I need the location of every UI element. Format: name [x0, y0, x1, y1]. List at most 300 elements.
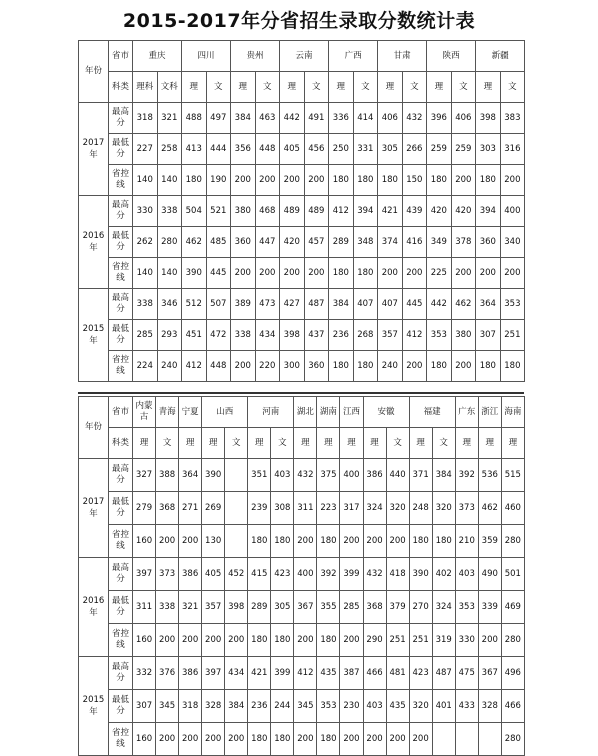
page-title: 2015-2017年分省招生录取分数统计表	[122, 10, 476, 32]
score-cell: 251	[409, 624, 432, 657]
score-cell: 180	[378, 165, 403, 196]
table-row	[79, 657, 525, 690]
table-row	[79, 492, 525, 525]
score-cell: 340	[500, 227, 525, 258]
score-cell: 420	[451, 196, 476, 227]
score-cell: 130	[202, 525, 225, 558]
score-cell: 305	[271, 591, 294, 624]
province-header: 省市	[109, 397, 133, 428]
row-label: 最低分	[109, 320, 133, 351]
type-label: 理	[340, 428, 363, 459]
type-label: 文	[271, 428, 294, 459]
row-label: 最低分	[109, 690, 133, 723]
score-cell: 353	[500, 289, 525, 320]
score-cell: 414	[353, 103, 378, 134]
score-cell: 262	[133, 227, 158, 258]
type-label: 理	[317, 428, 340, 459]
score-cell: 473	[255, 289, 280, 320]
table-row	[79, 134, 525, 165]
type-label: 理	[427, 72, 452, 103]
score-cell: 415	[248, 558, 271, 591]
province-name: 浙江	[478, 397, 501, 428]
score-cell: 434	[225, 657, 248, 690]
score-table-2	[78, 396, 525, 756]
score-cell: 466	[363, 657, 386, 690]
score-cell	[225, 525, 248, 558]
type-label: 文	[353, 72, 378, 103]
score-cell: 290	[363, 624, 386, 657]
score-cell: 240	[378, 351, 403, 382]
row-label: 省控线	[109, 723, 133, 756]
score-cell: 345	[294, 690, 317, 723]
score-cell: 489	[304, 196, 329, 227]
score-cell: 457	[304, 227, 329, 258]
table-row	[79, 351, 525, 382]
score-cell: 373	[156, 558, 179, 591]
score-cell: 200	[402, 258, 427, 289]
type-label: 理	[478, 428, 501, 459]
score-cell: 321	[157, 103, 182, 134]
score-cell	[432, 723, 455, 756]
score-cell: 380	[231, 196, 256, 227]
score-cell: 406	[378, 103, 403, 134]
score-cell: 442	[427, 289, 452, 320]
province-name: 陕西	[427, 41, 476, 72]
table-row	[79, 525, 525, 558]
score-cell: 384	[432, 459, 455, 492]
score-cell: 456	[304, 134, 329, 165]
type-label: 理	[378, 72, 403, 103]
score-cell: 399	[340, 558, 363, 591]
score-cell: 487	[432, 657, 455, 690]
table-row	[79, 723, 525, 756]
type-label: 文	[432, 428, 455, 459]
score-cell: 364	[476, 289, 501, 320]
score-cell: 469	[501, 591, 524, 624]
row-label: 省控线	[109, 165, 133, 196]
score-cell: 200	[386, 723, 409, 756]
score-cell: 399	[271, 657, 294, 690]
score-cell: 328	[478, 690, 501, 723]
score-cell: 180	[317, 624, 340, 657]
score-cell: 200	[409, 723, 432, 756]
score-cell: 180	[329, 351, 354, 382]
row-label: 最低分	[109, 134, 133, 165]
score-cell: 200	[280, 165, 305, 196]
score-cell: 512	[182, 289, 207, 320]
score-cell: 320	[432, 492, 455, 525]
score-cell: 394	[353, 196, 378, 227]
score-cell: 384	[329, 289, 354, 320]
score-cell: 210	[455, 525, 478, 558]
score-cell: 328	[202, 690, 225, 723]
score-cell: 339	[478, 591, 501, 624]
score-cell: 442	[280, 103, 305, 134]
score-cell: 180	[427, 165, 452, 196]
score-cell: 440	[386, 459, 409, 492]
row-label: 最低分	[109, 492, 133, 525]
row-label: 省控线	[109, 525, 133, 558]
year-label: 2016年	[79, 196, 109, 289]
score-cell: 397	[202, 657, 225, 690]
row-label: 最低分	[109, 227, 133, 258]
score-cell: 402	[432, 558, 455, 591]
score-cell: 412	[402, 320, 427, 351]
score-cell: 180	[271, 624, 294, 657]
score-cell: 367	[478, 657, 501, 690]
score-cell: 434	[255, 320, 280, 351]
type-label: 理	[363, 428, 386, 459]
score-cell: 390	[202, 459, 225, 492]
score-cell: 311	[294, 492, 317, 525]
score-cell: 251	[500, 320, 525, 351]
score-cell: 432	[294, 459, 317, 492]
province-header: 省市	[109, 41, 133, 72]
score-cell: 180	[353, 351, 378, 382]
score-cell: 200	[340, 624, 363, 657]
year-label: 2017年	[79, 459, 109, 558]
year-header: 年份	[79, 41, 109, 103]
score-cell: 200	[304, 165, 329, 196]
score-cell: 324	[363, 492, 386, 525]
score-cell: 200	[363, 525, 386, 558]
score-cell: 319	[432, 624, 455, 657]
score-cell: 346	[157, 289, 182, 320]
province-name: 宁夏	[179, 397, 202, 428]
score-cell: 200	[386, 525, 409, 558]
type-label: 理	[476, 72, 501, 103]
province-name: 安徽	[363, 397, 409, 428]
score-cell: 421	[248, 657, 271, 690]
province-name: 广西	[329, 41, 378, 72]
score-cell: 423	[271, 558, 294, 591]
score-cell: 236	[329, 320, 354, 351]
score-cell: 475	[455, 657, 478, 690]
score-cell: 180	[353, 258, 378, 289]
score-cell: 353	[427, 320, 452, 351]
type-label: 文	[206, 72, 231, 103]
score-cell: 423	[409, 657, 432, 690]
score-cell: 180	[353, 165, 378, 196]
score-cell: 390	[409, 558, 432, 591]
score-cell: 345	[156, 690, 179, 723]
type-label: 文	[386, 428, 409, 459]
province-name: 内蒙古	[133, 397, 156, 428]
score-cell: 200	[179, 624, 202, 657]
score-cell: 418	[386, 558, 409, 591]
score-cell: 405	[202, 558, 225, 591]
score-cell: 200	[500, 258, 525, 289]
score-cell: 320	[409, 690, 432, 723]
score-cell: 289	[329, 227, 354, 258]
score-cell: 230	[340, 690, 363, 723]
type-label: 文	[255, 72, 280, 103]
score-cell: 140	[133, 258, 158, 289]
province-name: 四川	[182, 41, 231, 72]
score-cell: 432	[363, 558, 386, 591]
score-cell: 293	[157, 320, 182, 351]
table-row	[79, 591, 525, 624]
score-cell: 200	[179, 723, 202, 756]
score-cell: 259	[451, 134, 476, 165]
type-label: 文	[156, 428, 179, 459]
score-cell: 504	[182, 196, 207, 227]
table-row	[79, 103, 525, 134]
province-name: 甘肃	[378, 41, 427, 72]
province-name: 贵州	[231, 41, 280, 72]
score-cell: 515	[501, 459, 524, 492]
score-cell: 413	[182, 134, 207, 165]
score-cell: 330	[133, 196, 158, 227]
score-cell: 200	[280, 258, 305, 289]
score-cell: 338	[156, 591, 179, 624]
score-cell: 472	[206, 320, 231, 351]
type-header: 科类	[109, 428, 133, 459]
score-cell: 307	[133, 690, 156, 723]
score-cell: 311	[133, 591, 156, 624]
score-cell: 180	[271, 525, 294, 558]
score-cell: 452	[225, 558, 248, 591]
score-cell: 324	[432, 591, 455, 624]
score-cell: 412	[294, 657, 317, 690]
score-cell: 388	[156, 459, 179, 492]
score-cell: 387	[340, 657, 363, 690]
score-cell: 244	[271, 690, 294, 723]
score-cell: 460	[501, 492, 524, 525]
score-cell: 251	[386, 624, 409, 657]
score-cell: 356	[231, 134, 256, 165]
score-cell: 250	[329, 134, 354, 165]
score-cell: 390	[182, 258, 207, 289]
score-cell: 468	[255, 196, 280, 227]
score-cell: 308	[271, 492, 294, 525]
type-label: 理科	[133, 72, 158, 103]
type-label: 理	[182, 72, 207, 103]
type-label: 文	[500, 72, 525, 103]
score-cell: 353	[455, 591, 478, 624]
score-cell	[225, 492, 248, 525]
province-name: 山西	[202, 397, 248, 428]
score-cell: 462	[182, 227, 207, 258]
score-cell: 279	[133, 492, 156, 525]
score-cell: 384	[225, 690, 248, 723]
score-cell: 200	[340, 525, 363, 558]
type-label: 理	[329, 72, 354, 103]
score-cell: 180	[500, 351, 525, 382]
score-cell: 200	[402, 351, 427, 382]
score-cell: 180	[271, 723, 294, 756]
type-header: 科类	[109, 72, 133, 103]
row-label: 最低分	[109, 591, 133, 624]
type-label: 理	[294, 428, 317, 459]
score-cell: 160	[133, 723, 156, 756]
score-cell: 327	[133, 459, 156, 492]
score-cell: 336	[329, 103, 354, 134]
score-cell: 378	[451, 227, 476, 258]
score-cell: 445	[402, 289, 427, 320]
score-cell: 200	[478, 624, 501, 657]
type-label: 理	[202, 428, 225, 459]
score-cell: 318	[133, 103, 158, 134]
score-cell: 200	[231, 258, 256, 289]
score-cell: 180	[248, 525, 271, 558]
score-cell: 496	[501, 657, 524, 690]
score-cell: 180	[476, 351, 501, 382]
score-cell: 160	[133, 525, 156, 558]
table-divider	[78, 392, 524, 394]
score-cell: 501	[501, 558, 524, 591]
score-cell: 180	[329, 165, 354, 196]
score-cell: 420	[280, 227, 305, 258]
score-cell: 180	[329, 258, 354, 289]
score-cell: 392	[455, 459, 478, 492]
score-cell: 439	[402, 196, 427, 227]
score-cell: 200	[156, 525, 179, 558]
score-cell: 200	[156, 624, 179, 657]
score-cell: 380	[451, 320, 476, 351]
score-cell: 300	[280, 351, 305, 382]
score-cell: 389	[231, 289, 256, 320]
score-cell: 338	[231, 320, 256, 351]
score-cell: 451	[182, 320, 207, 351]
province-name: 河南	[248, 397, 294, 428]
score-cell: 200	[500, 165, 525, 196]
score-cell: 240	[157, 351, 182, 382]
score-cell: 225	[427, 258, 452, 289]
province-name: 新疆	[476, 41, 525, 72]
score-cell: 405	[280, 134, 305, 165]
score-cell: 270	[409, 591, 432, 624]
score-cell: 351	[248, 459, 271, 492]
score-cell: 285	[133, 320, 158, 351]
score-cell: 536	[478, 459, 501, 492]
score-cell: 180	[248, 723, 271, 756]
score-cell: 497	[206, 103, 231, 134]
type-label: 理	[133, 428, 156, 459]
score-cell: 368	[363, 591, 386, 624]
score-table-1	[78, 40, 525, 382]
score-cell: 348	[353, 227, 378, 258]
score-cell: 400	[500, 196, 525, 227]
score-cell: 200	[179, 525, 202, 558]
score-cell: 359	[478, 525, 501, 558]
score-cell: 435	[317, 657, 340, 690]
type-label: 文科	[157, 72, 182, 103]
score-cell: 150	[402, 165, 427, 196]
score-cell: 357	[202, 591, 225, 624]
score-cell: 371	[409, 459, 432, 492]
score-cell: 403	[271, 459, 294, 492]
table-row	[79, 227, 525, 258]
score-cell: 398	[280, 320, 305, 351]
score-cell: 373	[455, 492, 478, 525]
score-cell: 412	[329, 196, 354, 227]
score-cell: 412	[182, 351, 207, 382]
score-cell: 386	[179, 657, 202, 690]
score-cell: 200	[202, 624, 225, 657]
score-cell: 259	[427, 134, 452, 165]
province-name: 云南	[280, 41, 329, 72]
score-cell: 227	[133, 134, 158, 165]
score-cell: 407	[378, 289, 403, 320]
score-cell: 432	[402, 103, 427, 134]
score-cell: 397	[133, 558, 156, 591]
table-row	[79, 165, 525, 196]
score-cell: 355	[317, 591, 340, 624]
score-cell: 403	[363, 690, 386, 723]
score-cell: 180	[182, 165, 207, 196]
province-name: 福建	[409, 397, 455, 428]
score-cell: 236	[248, 690, 271, 723]
score-cell: 269	[202, 492, 225, 525]
score-cell: 481	[386, 657, 409, 690]
score-cell: 180	[317, 525, 340, 558]
score-cell: 200	[255, 258, 280, 289]
type-label: 理	[179, 428, 202, 459]
type-label: 文	[451, 72, 476, 103]
score-cell: 200	[304, 258, 329, 289]
score-cell: 448	[255, 134, 280, 165]
score-cell: 321	[179, 591, 202, 624]
score-cell: 190	[206, 165, 231, 196]
score-cell: 180	[476, 165, 501, 196]
province-name: 江西	[340, 397, 363, 428]
score-cell: 200	[225, 624, 248, 657]
score-cell: 462	[451, 289, 476, 320]
score-cell: 332	[133, 657, 156, 690]
score-cell: 396	[427, 103, 452, 134]
province-name: 湖南	[317, 397, 340, 428]
score-cell: 200	[225, 723, 248, 756]
score-cell: 420	[427, 196, 452, 227]
type-label: 文	[402, 72, 427, 103]
row-label: 最高分	[109, 657, 133, 690]
score-cell: 305	[378, 134, 403, 165]
score-cell: 521	[206, 196, 231, 227]
type-label: 文	[304, 72, 329, 103]
score-cell: 386	[179, 558, 202, 591]
score-cell: 200	[156, 723, 179, 756]
score-cell: 444	[206, 134, 231, 165]
score-cell: 317	[340, 492, 363, 525]
score-cell: 490	[478, 558, 501, 591]
province-name: 海南	[501, 397, 524, 428]
score-cell: 200	[340, 723, 363, 756]
score-cell: 394	[476, 196, 501, 227]
score-cell	[455, 723, 478, 756]
score-cell: 360	[476, 227, 501, 258]
score-cell: 507	[206, 289, 231, 320]
type-label: 理	[280, 72, 305, 103]
score-cell: 379	[386, 591, 409, 624]
row-label: 最高分	[109, 459, 133, 492]
score-cell: 357	[378, 320, 403, 351]
score-cell: 307	[476, 320, 501, 351]
row-label: 省控线	[109, 258, 133, 289]
score-cell: 374	[378, 227, 403, 258]
score-cell: 180	[427, 351, 452, 382]
score-cell: 338	[133, 289, 158, 320]
score-cell: 180	[317, 723, 340, 756]
score-cell: 401	[432, 690, 455, 723]
score-cell: 349	[427, 227, 452, 258]
score-cell: 239	[248, 492, 271, 525]
score-cell: 485	[206, 227, 231, 258]
year-label: 2015年	[79, 657, 109, 756]
province-name: 青海	[156, 397, 179, 428]
table-row	[79, 624, 525, 657]
province-name: 广东	[455, 397, 478, 428]
